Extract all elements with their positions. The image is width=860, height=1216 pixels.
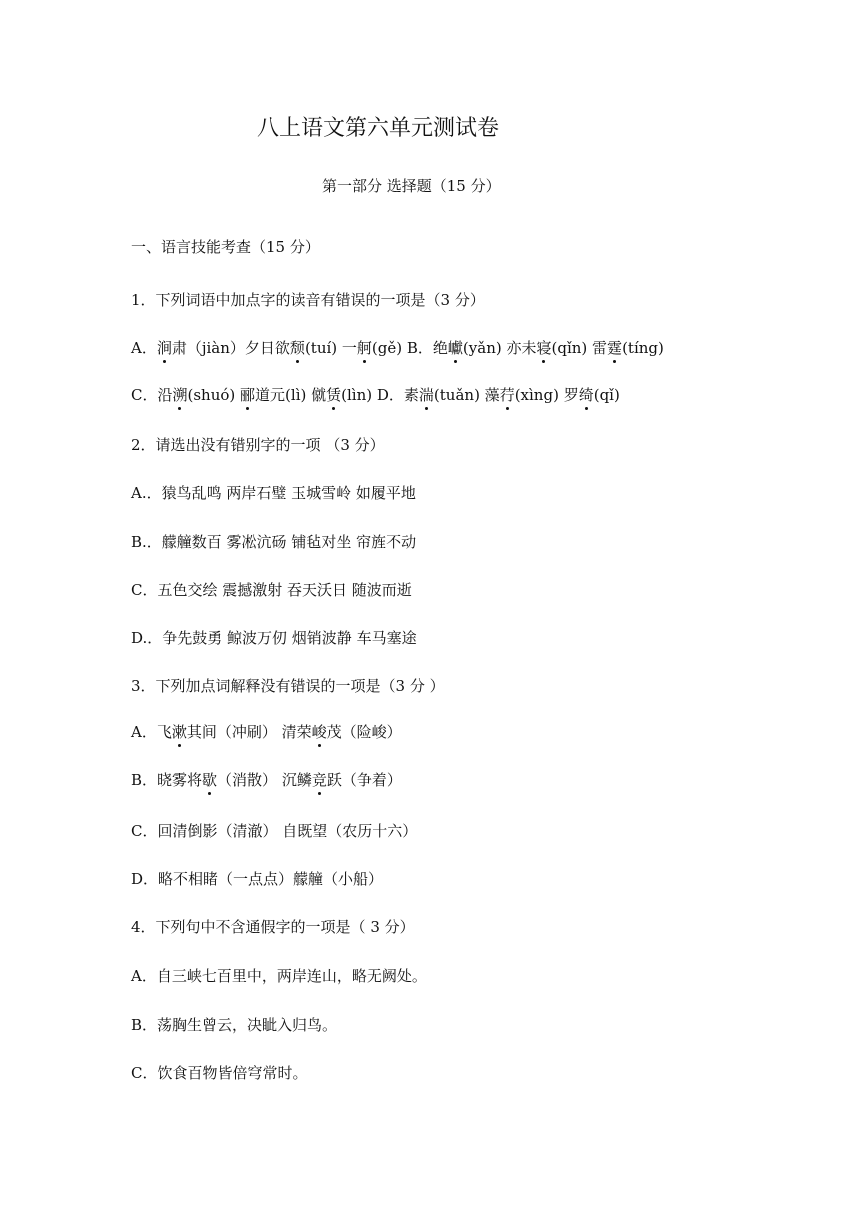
text-segment: C．沿	[131, 386, 173, 404]
text-segment: C．回清倒影（清澈） 自既望（农历十六）	[131, 822, 418, 840]
text-segment: C．五色交绘 震撼激射 吞天沃日 随波而逝	[131, 581, 412, 599]
question-4-option-c	[131, 1063, 307, 1083]
text-segment: D.．争先鼓勇 鲸波万仞 烟销波静 车马塞途	[131, 629, 417, 647]
question-2-option-a	[131, 483, 416, 503]
question-3-stem	[131, 676, 445, 696]
emphasis-dotted-char: 颓	[289, 339, 305, 357]
document-title: 八上语文第六单元测试卷	[257, 116, 500, 141]
text-segment: (xìng) 罗	[514, 386, 579, 404]
question-3-option-d	[131, 869, 383, 889]
emphasis-dotted-char: 巘	[447, 339, 463, 357]
text-segment: (shuó)	[187, 386, 241, 404]
emphasis-dotted-char: 霆	[607, 339, 623, 357]
text-segment: D．略不相睹（一点点）艨艟（小船）	[131, 870, 384, 888]
text-segment: A．自三峡七百里中，两岸连山，略无阙处。	[131, 967, 427, 985]
text-segment: 跃（争着）	[326, 771, 402, 789]
question-1-option-ab	[131, 338, 664, 358]
text-segment: 2．请选出没有错别字的一项 （3 分）	[131, 436, 385, 454]
text-segment: A．	[131, 339, 157, 357]
text-segment: (gě) B．绝	[371, 339, 448, 357]
emphasis-dotted-char: 歇	[202, 771, 218, 789]
text-segment: A．飞	[131, 723, 172, 741]
text-segment: (qǐn) 雷	[551, 339, 608, 357]
question-2-option-d	[131, 628, 417, 648]
text-segment: B．荡胸生曾云，决眦入归鸟。	[131, 1016, 338, 1034]
text-segment: (tuǎn) 藻	[433, 386, 500, 404]
question-1-stem	[131, 290, 485, 310]
section-heading: 一、语言技能考查（15 分）	[131, 238, 320, 256]
question-4-option-b	[131, 1015, 337, 1035]
text-segment: 道元(lì) 僦	[255, 386, 327, 404]
question-4-stem	[131, 917, 415, 937]
question-2-option-b	[131, 532, 416, 552]
text-segment: (yǎn) 亦未	[462, 339, 537, 357]
question-3-option-c	[131, 821, 417, 841]
emphasis-dotted-char: 湍	[418, 386, 434, 404]
text-segment: (tuí) 一	[304, 339, 357, 357]
emphasis-dotted-char: 绮	[578, 386, 594, 404]
text-segment: B.．艨艟数百 雾凇沆砀 铺毡对坐 帘旌不动	[131, 533, 417, 551]
emphasis-dotted-char: 赁	[326, 386, 342, 404]
text-segment: （消散） 沉鳞	[217, 771, 312, 789]
text-segment: C．饮食百物皆倍穹常时。	[131, 1064, 308, 1082]
text-segment: (qǐ)	[593, 386, 620, 404]
emphasis-dotted-char: 舸	[356, 339, 372, 357]
emphasis-dotted-char: 竞	[311, 771, 327, 789]
emphasis-dotted-char: 漱	[171, 723, 187, 741]
text-segment: 4．下列句中不含通假字的一项是（ 3 分）	[131, 918, 415, 936]
emphasis-dotted-char: 溯	[172, 386, 188, 404]
text-segment: 1．下列词语中加点字的读音有错误的一项是（3 分）	[131, 291, 485, 309]
emphasis-dotted-char: 郦	[240, 386, 256, 404]
text-segment: B．晓雾将	[131, 771, 203, 789]
question-3-option-b	[131, 770, 402, 790]
emphasis-dotted-char: 峻	[311, 723, 327, 741]
emphasis-dotted-char: 寝	[536, 339, 552, 357]
question-2-option-c	[131, 580, 412, 600]
question-4-option-a	[131, 966, 427, 986]
text-segment: (lìn) D．素	[341, 386, 419, 404]
emphasis-dotted-char: 涧	[156, 339, 172, 357]
question-2-stem	[131, 435, 385, 455]
question-3-option-a	[131, 722, 402, 742]
emphasis-dotted-char: 荇	[499, 386, 515, 404]
text-segment: 茂（险峻）	[326, 723, 402, 741]
text-segment: 肃（jiàn）夕日欲	[171, 339, 290, 357]
text-segment: 3．下列加点词解释没有错误的一项是（3 分 ）	[131, 677, 445, 695]
text-segment: (tíng)	[622, 339, 664, 357]
part-heading: 第一部分 选择题（15 分）	[322, 177, 501, 195]
text-segment: 其间（冲刷） 清荣	[186, 723, 312, 741]
text-segment: A.．猿鸟乱鸣 两岸石璧 玉城雪岭 如履平地	[131, 484, 416, 502]
question-1-option-cd	[131, 385, 620, 405]
